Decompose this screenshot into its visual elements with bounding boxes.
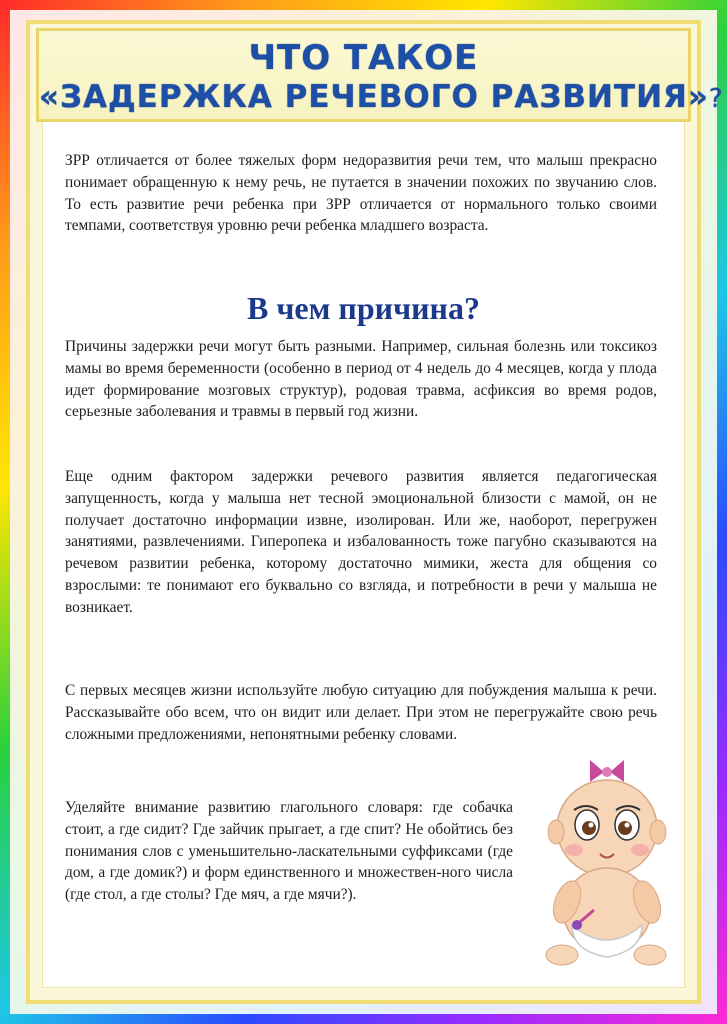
- paragraph-neglect: Еще одним фактором задержки речевого развития является педагогическая запущенность, когда у малыша нет тесной эмоциональной близости с мамой, он не получает достаточно информации извне, изолирован. Или же, наоборот, перегружен занятиями, развлечениями. Гиперопека и избалованность тоже пагубно сказываются на речевом развитии ребенка, которому достаточно мимики, жеста для общения со взрослыми: те понимают его буквально со взгляда, и потребности в речи у малыша не возникает.: [65, 468, 657, 616]
- intro-paragraph: ЗРР отличается от более тяжелых форм недоразвития речи тем, что малыш прекрасно понимает обращенную к нему речь, не путается в значении похожих по звучанию слов. То есть развитие речи ребенка при ЗРР отличается от нормального только своими темпами, соответствуя уровню речи ребенка младшего возраста.: [65, 152, 657, 235]
- paragraph-causes: Причины задержки речи могут быть разными. Например, сильная болезнь или токсикоз мамы во время беременности (особенно в период от 4 недель до 4 месяцев, когда у плода идет формирование мозговых структур), родовая травма, асфиксия во время родов, серьезные заболевания и травмы в первый год жизни.: [65, 338, 657, 421]
- title-banner: [36, 28, 724, 122]
- section-title: В чем причина?: [247, 290, 480, 326]
- title-line-2: [39, 78, 724, 118]
- paragraph-advice: С первых месяцев жизни используйте любую ситуацию для побуждения малыша к речи. Рассказывайте обо всем, что он видит или делает. При этом не перегружайте свою речь сложными предложениями, непонятными ребенку словами.: [65, 682, 657, 743]
- baby-illustration: [532, 750, 682, 972]
- title-question-mark: ?: [708, 84, 724, 114]
- paragraph-vocabulary: Уделяйте внимание развитию глагольного словаря: где собачка стоит, а где сидит? Где зайчик прыгает, а где спит? Не обойтись без понимания слов с уменьшительно-ласкательными суффиксами (где дом, а где домик?) и форм единственного и множествен-ного числа (где стол, а где столы? Где мяч, а где мячи?).: [65, 799, 513, 904]
- title-line-2-text: «ЗАДЕРЖКА РЕЧЕВОГО РАЗВИТИЯ»: [39, 79, 709, 115]
- hair-bow: [590, 760, 624, 782]
- title-line-1: ЧТО ТАКОЕ: [248, 38, 479, 78]
